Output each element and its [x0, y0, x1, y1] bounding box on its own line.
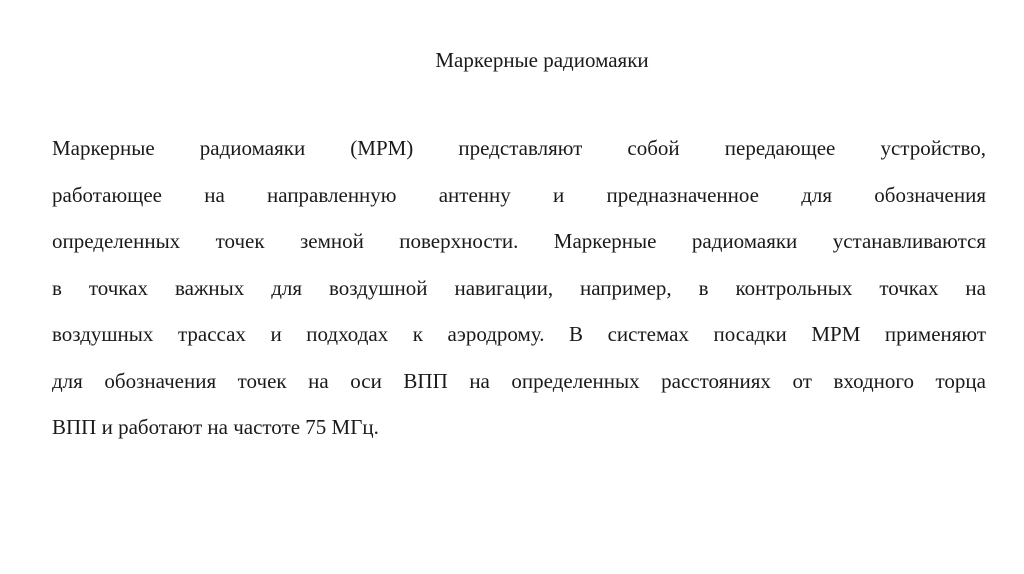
- paragraph-line: в точках важных для воздушной навигации, например, в контрольных точках на: [52, 275, 986, 300]
- paragraph-line: Маркерные радиомаяки (МРМ) представляют собой передающее устройство,: [52, 136, 986, 160]
- paragraph-line: для обозначения точек на оси ВПП на определенных расстояниях от входного торца: [52, 368, 986, 393]
- paragraph-line: ВПП и работают на частоте 75 МГц.: [52, 415, 379, 439]
- paragraph-line: воздушных трассах и подходах к аэродрому. В системах посадки МРМ применяют: [52, 322, 986, 346]
- paragraph-line: работающее на направленную антенну и предназначенное для обозначения: [52, 182, 986, 207]
- slide-body-paragraph: [52, 130, 986, 456]
- slide-title: Маркерные радиомаяки: [435, 48, 649, 72]
- paragraph-line: определенных точек земной поверхности. Маркерные радиомаяки устанавливаются: [52, 229, 986, 253]
